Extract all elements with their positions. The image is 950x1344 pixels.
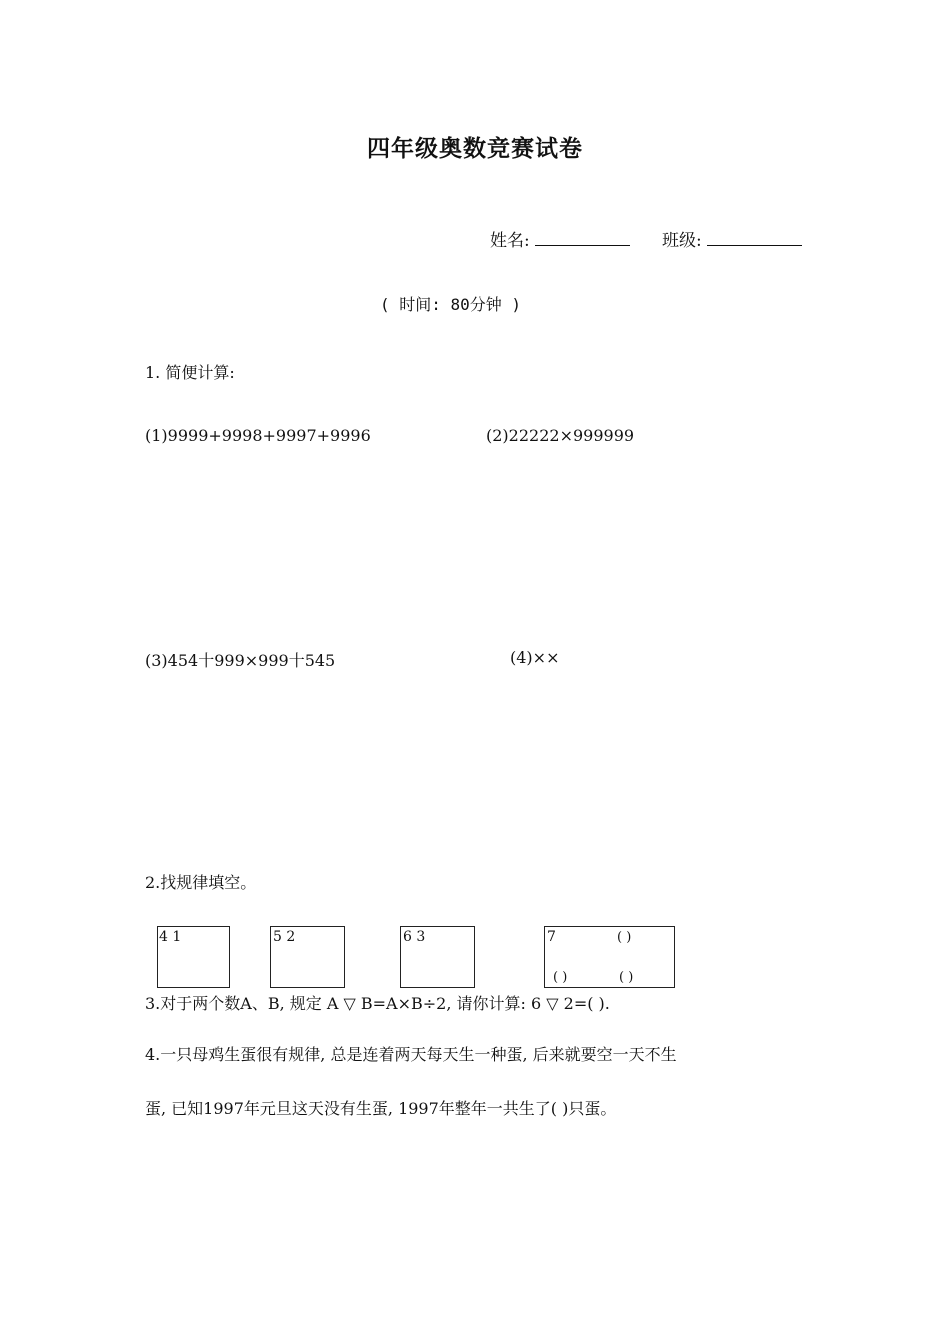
q1-heading: 1. 简便计算: [145,363,235,382]
q1-part3: (3)454十999×999十545 [145,651,336,670]
pattern-box-2 [270,926,345,988]
q1-part2: (2)22222×999999 [486,426,635,445]
q4-line2: 蛋, 已知1997年元旦这天没有生蛋, 1997年整年一共生了( )只蛋。 [145,1099,617,1118]
time-note: ( 时间: 80分钟 ) [380,295,522,314]
page-title: 四年级奥数竞赛试卷 [367,135,583,162]
name-field [490,226,630,251]
name-blank [535,229,630,246]
pattern-box-4-blank-bottom-left: ( ) [553,970,568,985]
pattern-box-3-text: 6 3 [403,929,426,945]
q1-part4: (4)×× [510,648,560,667]
pattern-box-1-text: 4 1 [159,929,182,945]
pattern-box-4-blank-top: ( ) [617,930,632,945]
name-label: 姓名: [490,231,530,251]
pattern-box-4-text: 7 [547,929,556,945]
pattern-box-1 [157,926,230,988]
q2-heading: 2.找规律填空。 [145,873,257,892]
pattern-box-4 [544,926,675,988]
q3-text: 3.对于两个数A、B, 规定 A ▽ B=A×B÷2, 请你计算: 6 ▽ 2=( ). [145,994,610,1013]
pattern-box-4-blank-bottom-right: ( ) [619,970,634,985]
class-label: 班级: [662,231,702,251]
pattern-box-3 [400,926,475,988]
class-field [662,226,802,251]
q4-line1: 4.一只母鸡生蛋很有规律, 总是连着两天每天生一种蛋, 后来就要空一天不生 [145,1045,677,1064]
q1-part1: (1)9999+9998+9997+9996 [145,426,371,445]
pattern-box-2-text: 5 2 [273,929,296,945]
class-blank [707,229,802,246]
